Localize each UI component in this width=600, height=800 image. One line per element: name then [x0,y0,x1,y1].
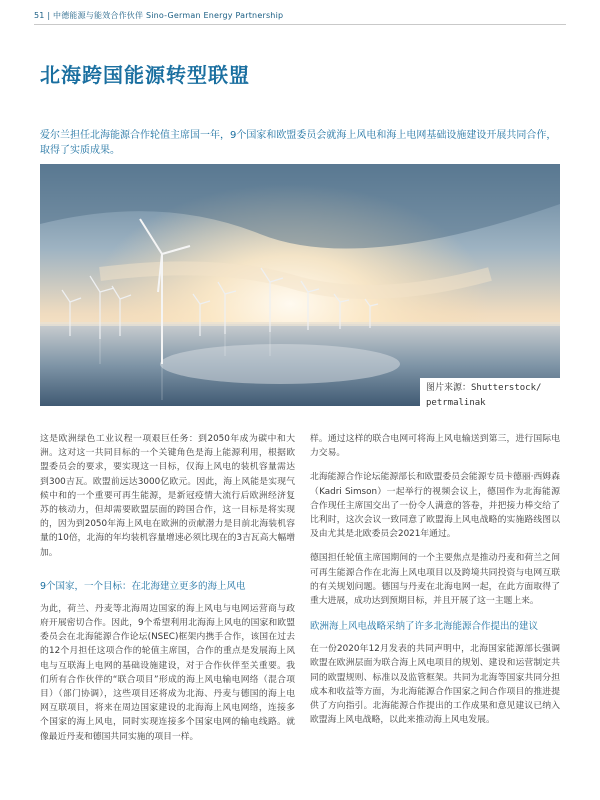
page-header [34,10,283,21]
paragraph: 这是欧洲绿色工业议程一项艰巨任务：到2050年成为碳中和大洲。这对这一共同目标的一个关键角色是海上能源利用，根据欧盟委员会的要求，要实现这一目标，仅海上风电的装机容量需达到300吉瓦。欧盟前远达3000亿欧元。因此，海上风能是实现气候中和的一个重要可再生能源，是新冠疫情大流行后欧洲经济复苏的核动力，但却需要欧盟层面的跨国合作，这一目标是将实现的，因为到2050年海上风电在欧洲的贡献潜力是目前北海装机容量的10倍，北海的年均装机容量增速必须比现在的3吉瓦高大幅增加。 [40,434,295,558]
photo-credit-name: petrmalinak [426,398,486,408]
header-separator: | [47,11,51,20]
wind-turbine-photo [40,164,560,406]
photo-credit-label: 图片来源：Shutterstock/ [426,383,542,393]
paragraph: 在一份2020年12月发表的共同声明中，北海国家能源部长强调欧盟在欧洲层面为联合海上风电项目的规划、建设和运营制定共同的欧盟规则、标准以及监管框架。共同为北海等国家共同分担成本和收益等方面，为北海能源合作国家之间合作项目的推进提供了方向指引。北海能源合作提出的工作成果和意见建议已纳入欧盟海上风电战略，以此来推动海上风电发展。 [310,644,560,726]
page-number: 51 [34,11,45,20]
paragraph: 样。通过这样的联合电网可将海上风电输送到第三，进行国际电力交易。 [310,434,560,459]
paragraph: 北海能源合作论坛能源部长和欧盟委员会能源专员卡德丽·西姆森（Kadri Simson）一起举行的视频会议上，德国作为北海能源合作现任主席国交出了一份令人满意的答卷，并把接力棒交给了比利时，这次会议一致同意了欧盟海上风电战略的实施路线图以及由尤其是北欧委员会2021年通过。 [310,472,560,540]
article-title: 北海跨国能源转型联盟 [40,63,250,87]
header-divider [34,24,566,25]
paragraph: 为此，荷兰、丹麦等北海周边国家的海上风电与电网运营商与政府开展密切合作。因此，9个希望利用北海海上风电的国家和欧盟委员会在北海能源合作论坛(NSEC)框架内携手合作，该国在过去的12个月担任这项合作的轮值主席国，合作的重点是发展海上风电与互联海上电网的基础设施建设，对于合作伙伴至关重要。我们所有合作伙伴的“联合项目”形成的海上风电输电网络（混合项目）（部门协调），这些项目还将成为北海、丹麦与德国的海上电网互联项目，将来在周边国家建设的北海海上风电网络，连接多个国家的海上风电，同时实现连接多个国家电网的输电线路。就像最近丹麦和德国共同实施的项目一样。 [40,603,295,742]
right-column [310,432,560,727]
section-subheading: 9个国家，一个目标：在北海建立更多的海上风电 [40,580,246,592]
paragraph: 德国担任轮值主席国期间的一个主要焦点是推动丹麦和荷兰之间可再生能源合作在北海上风电项目以及跨境共同投资与电网互联的有关规划问题。德国与丹麦在北海电网一起，在此方面取得了重大进展，成功达到预期目标，并且开展了这一主题上来。 [310,553,560,607]
left-column [40,432,295,744]
section-subheading: 欧洲海上风电战略采纳了许多北海能源合作提出的建议 [310,621,539,633]
photo-credit [420,378,570,414]
header-text: 中德能源与能效合作伙伴 Sino-German Energy Partnership [53,11,284,20]
article-intro: 爱尔兰担任北海能源合作轮值主席国一年，9个国家和欧盟委员会就海上风电和海上电网基础设施建设开展共同合作，取得了实质成果。 [40,130,557,156]
